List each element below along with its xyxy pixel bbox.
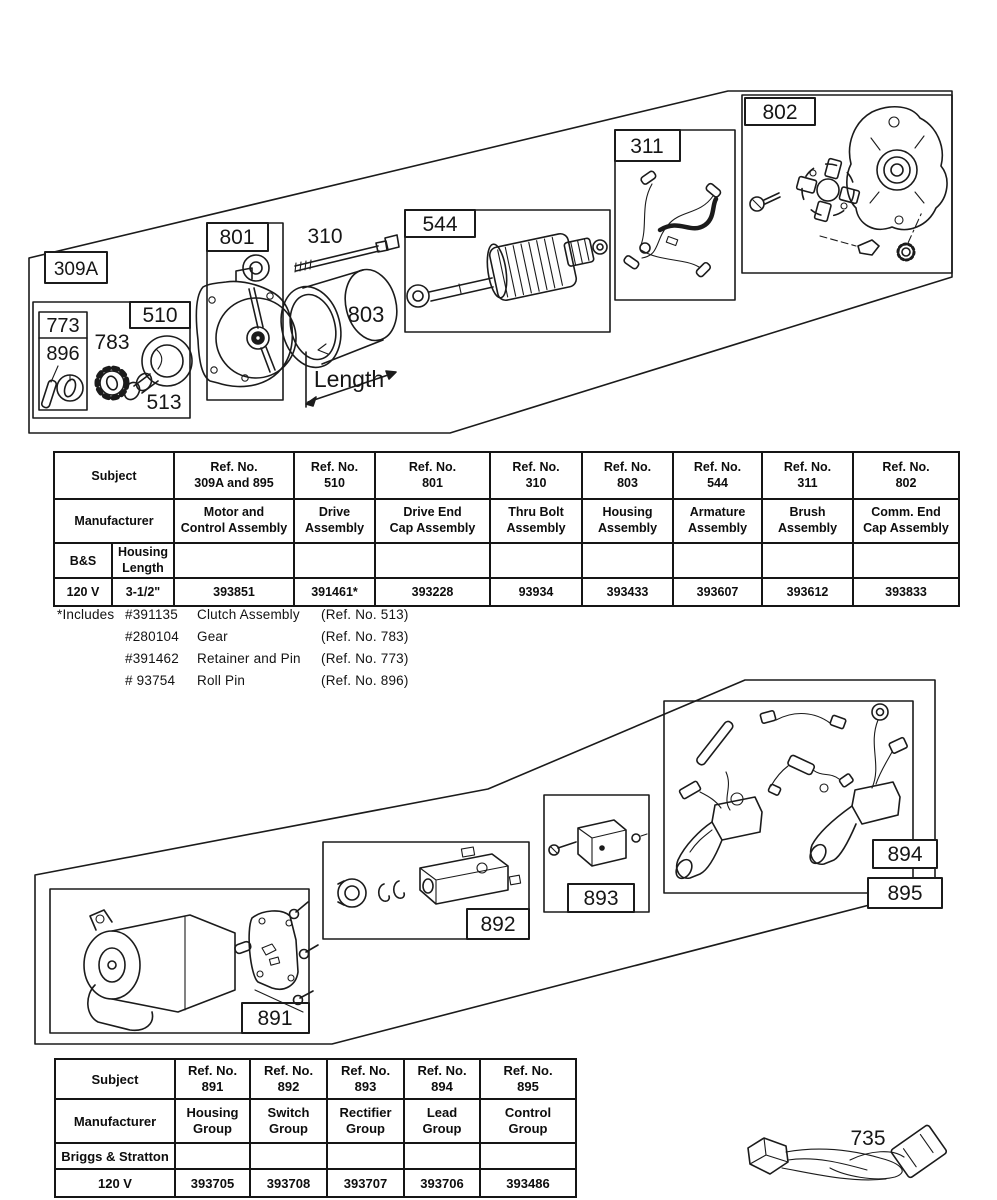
assembly-header: Drive End Cap Assembly [375,499,490,543]
manufacturer-header: Manufacturer [54,499,174,543]
ref-header-310: Ref. No. 310 [490,452,582,499]
empty-cell [327,1143,404,1169]
ref-header-510: Ref. No. 510 [294,452,375,499]
footnote-part: # 93754 [125,673,176,688]
group-header: Switch Group [250,1099,327,1143]
empty-cell [673,543,762,578]
footnote-prefix [57,626,125,648]
ref-header-803: Ref. No. 803 [582,452,673,499]
part-number: 393228 [375,578,490,606]
footnote-desc: Retainer and Pin [197,651,301,666]
footnote-part: #280104 [125,629,179,644]
ref-header-544: Ref. No. 544 [673,452,762,499]
retainer-drawing [57,375,83,401]
drive-end-cap-group [196,223,296,400]
ref-header-895: Ref. No. 895 [480,1059,576,1099]
ref-label-text: 513 [146,391,182,414]
brush-wire-group [615,130,735,300]
rectifier-group [544,795,649,912]
ref-header-892: Ref. No. 892 [250,1059,327,1099]
part-number: 393851 [174,578,294,606]
ref-label-text: 783 [94,331,130,354]
ref-label-text: 310 [307,225,343,248]
ref-header-309a-895: Ref. No. 309A and 895 [174,452,294,499]
part-number: 393706 [404,1169,480,1197]
group-header: Lead Group [404,1099,480,1143]
subject-header: Subject [55,1059,175,1099]
ref-label-text: 892 [480,913,516,936]
ref-header-801: Ref. No. 801 [375,452,490,499]
housing-length-value: 3-1/2" [112,578,174,606]
footnote-desc: Clutch Assembly [197,607,300,622]
ref-header-891: Ref. No. 891 [175,1059,250,1099]
housing-group [50,889,318,1033]
assembly-header: Brush Assembly [762,499,853,543]
small-parts-drawing [820,212,922,260]
retainer-pin-group [39,312,87,410]
armature-group [405,210,610,332]
length-dimension [306,352,396,407]
footnote-ref: (Ref. No. 896) [321,673,409,688]
screw-drawing [750,193,780,211]
group-header: Rectifier Group [327,1099,404,1143]
assembly-header: Drive Assembly [294,499,375,543]
roll-pin-drawing [41,379,57,408]
footnote-part: #391135 [125,607,178,622]
part-number: 393833 [853,578,959,606]
ref-label-text: 894 [887,843,923,866]
empty-cell [175,1143,250,1169]
footnote-desc: Gear [197,629,228,644]
group-header: Control Group [480,1099,576,1143]
ref-label-text: 803 [347,302,385,327]
drive-assembly-group [33,302,192,418]
ref-label-text: 773 [46,315,80,337]
clutch-drawing [121,336,192,414]
empty-cell [853,543,959,578]
voltage-cell: 120 V [54,578,112,606]
footnote-prefix [57,670,125,692]
ref-label-309a [45,252,107,283]
empty-cell [250,1143,327,1169]
ref-label-text: 510 [142,304,178,327]
voltage-cell: 120 V [55,1169,175,1197]
brand-cell: B&S [54,543,112,578]
middle-diagram [35,680,942,1044]
empty-cell [582,543,673,578]
band-outline [35,680,935,1044]
empty-cell [294,543,375,578]
assembly-header: Motor and Control Assembly [174,499,294,543]
footnote-prefix [57,648,125,670]
part-number: 393708 [250,1169,327,1197]
empty-cell [375,543,490,578]
empty-cell [480,1143,576,1169]
ref-label-text: 801 [219,226,255,249]
ref-header-802: Ref. No. 802 [853,452,959,499]
footnote-part: #391462 [125,651,179,666]
assembly-header: Housing Assembly [582,499,673,543]
ref-label-text: 891 [257,1007,293,1030]
top-diagram [29,91,952,433]
lead-boot-left [673,720,762,881]
ref-header-893: Ref. No. 893 [327,1059,404,1099]
part-number: 393486 [480,1169,576,1197]
comm-end-cap-group [742,95,952,273]
ref-label-text: 544 [422,213,458,236]
footnote-row [57,670,409,692]
dimension-label: Length [313,366,385,392]
end-cap-casting-drawing [847,107,947,230]
group-header: Housing Group [175,1099,250,1143]
thru-bolt-drawing [295,225,399,272]
assembly-header: Comm. End Cap Assembly [853,499,959,543]
motor-housing-drawing [273,264,404,374]
part-number: 393612 [762,578,853,606]
subject-header: Subject [54,452,174,499]
part-number: 391461* [294,578,375,606]
switch-group [323,842,529,939]
cable-drawing [748,1124,947,1180]
empty-cell [490,543,582,578]
motor-parts-table [53,451,960,607]
ref-header-894: Ref. No. 894 [404,1059,480,1099]
groups-parts-table [54,1058,577,1198]
part-number: 393607 [673,578,762,606]
ref-label-text: 311 [630,135,664,158]
ref-label-text: 309A [53,259,99,280]
jumper-wire [760,710,846,729]
housing-length-header: Housing Length [112,543,174,578]
ref-header-311: Ref. No. 311 [762,452,853,499]
ref-label-text: 895 [887,882,923,905]
footnote-prefix: *Includes [57,607,115,622]
footnote-row [57,626,409,648]
ref-label-text: 893 [583,887,619,910]
footnote-ref: (Ref. No. 513) [321,607,409,622]
empty-cell [404,1143,480,1169]
footnote-row [57,604,409,626]
ref-label-text: 802 [762,101,798,124]
ref-label-text: 735 [850,1127,886,1150]
assembly-header: Thru Bolt Assembly [490,499,582,543]
empty-cell [762,543,853,578]
part-number: 393705 [175,1169,250,1197]
part-number: 393433 [582,578,673,606]
lead-control-group [664,701,942,908]
includes-footnote [57,604,409,692]
footnote-row [57,648,409,670]
control-plate-drawing [234,902,318,1012]
brand-cell: Briggs & Stratton [55,1143,175,1169]
footnote-ref: (Ref. No. 773) [321,651,409,666]
footnote-desc: Roll Pin [197,673,246,688]
middle-harness [768,754,854,795]
footnote-ref: (Ref. No. 783) [321,629,409,644]
part-number: 393707 [327,1169,404,1197]
brush-holder-drawing [796,158,860,222]
screw-drawing [290,902,319,1005]
gear-drawing [94,331,129,398]
empty-cell [174,543,294,578]
part-number: 93934 [490,578,582,606]
assembly-header: Armature Assembly [673,499,762,543]
manufacturer-header: Manufacturer [55,1099,175,1143]
ref-label-text: 896 [46,343,80,365]
